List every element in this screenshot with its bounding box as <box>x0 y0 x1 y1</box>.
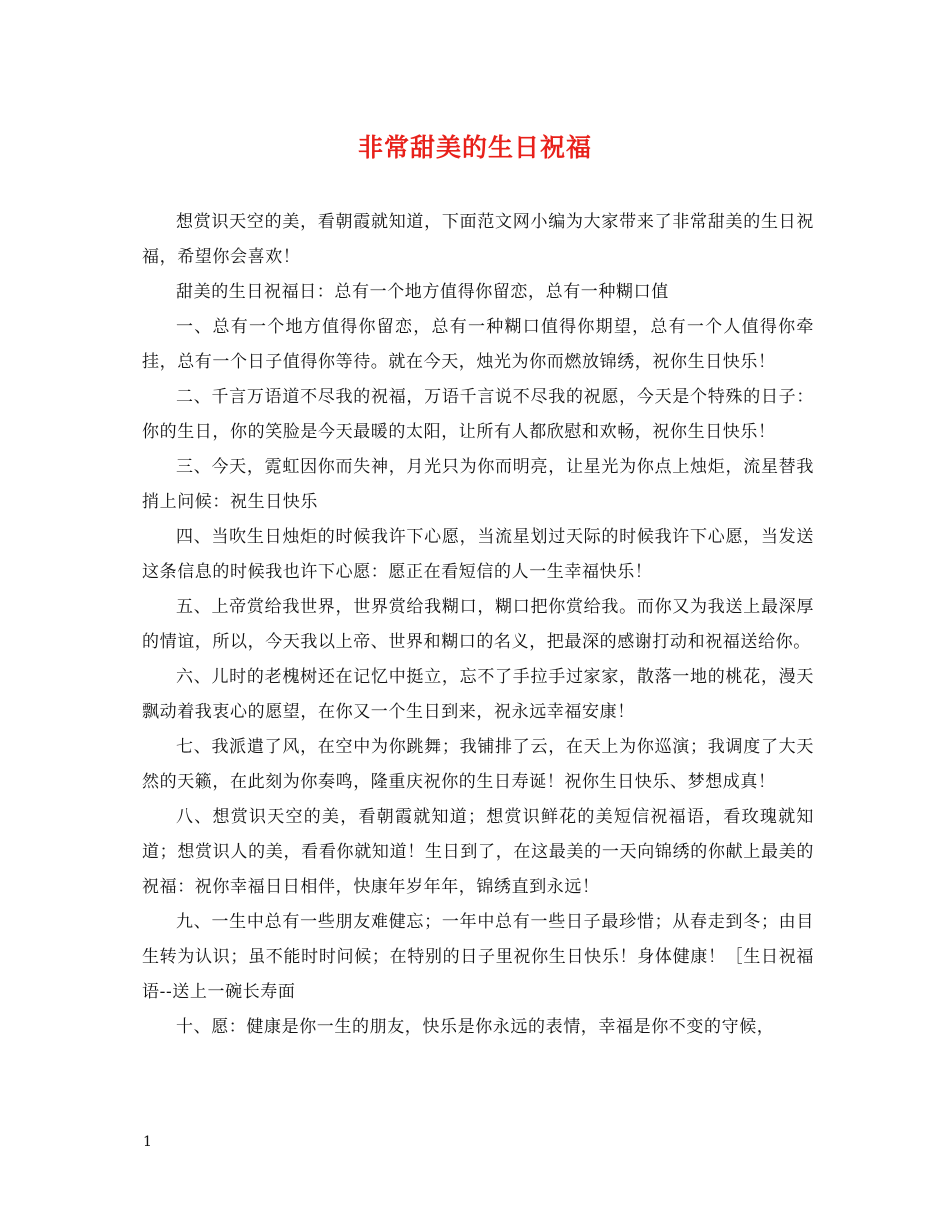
paragraph-item-9: 九、一生中总有一些朋友难健忘；一年中总有一些日子最珍惜；从春走到冬；由目生转为认识；虽不能时时问候；在特别的日子里祝你生日快乐！身体健康！［生日祝福语--送上一碗长寿面 <box>142 912 814 1002</box>
document-title: 非常甜美的生日祝福 <box>357 133 592 162</box>
paragraph-item-8: 八、想赏识天空的美，看朝霞就知道；想赏识鲜花的美短信祝福语，看玫瑰就知道；想赏识人的美，看看你就知道！生日到了，在这最美的一天向锦绣的你献上最美的祝福：祝你幸福日日相伴，快康年岁年年，锦绣直到永远！ <box>142 807 814 897</box>
paragraph-item-1: 一、总有一个地方值得你留恋，总有一种糊口值得你期望，总有一个人值得你牵挂，总有一个日子值得你等待。就在今天，烛光为你而燃放锦绣，祝你生日快乐！ <box>142 317 814 372</box>
paragraph-item-2: 二、千言万语道不尽我的祝福，万语千言说不尽我的祝愿，今天是个特殊的日子：你的生日，你的笑脸是今天最暖的太阳，让所有人都欣慰和欢畅，祝你生日快乐！ <box>142 387 814 442</box>
paragraph-item-4: 四、当吹生日烛炬的时候我许下心愿，当流星划过天际的时候我许下心愿，当发送这条信息的时候我也许下心愿：愿正在看短信的人一生幸福快乐！ <box>142 527 814 582</box>
paragraph-item-7: 七、我派遣了风，在空中为你跳舞；我铺排了云，在天上为你巡演；我调度了大天然的天籁，在此刻为你奏鸣，隆重庆祝你的生日寿诞！祝你生日快乐、梦想成真！ <box>142 737 814 792</box>
page-number: 1 <box>143 1134 152 1150</box>
paragraph-item-6: 六、儿时的老槐树还在记忆中挺立，忘不了手拉手过家家，散落一地的桃花，漫天飘动着我衷心的愿望，在你又一个生日到来，祝永远幸福安康！ <box>142 667 814 722</box>
document-body <box>142 205 814 1045</box>
paragraph-subtitle: 甜美的生日祝福日：总有一个地方值得你留恋，总有一种糊口值 <box>176 282 669 302</box>
paragraph-item-10: 十、愿：健康是你一生的朋友，快乐是你永远的表情，幸福是你不变的守候， <box>176 1017 775 1037</box>
paragraph-intro: 想赏识天空的美，看朝霞就知道，下面范文网小编为大家带来了非常甜美的生日祝福，希望你会喜欢！ <box>142 212 814 267</box>
paragraph-item-5: 五、上帝赏给我世界，世界赏给我糊口，糊口把你赏给我。而你又为我送上最深厚的情谊，所以，今天我以上帝、世界和糊口的名义，把最深的感谢打动和祝福送给你。 <box>142 597 814 652</box>
paragraph-item-3: 三、今天，霓虹因你而失神，月光只为你而明亮，让星光为你点上烛炬，流星替我捎上问候：祝生日快乐 <box>142 457 814 512</box>
